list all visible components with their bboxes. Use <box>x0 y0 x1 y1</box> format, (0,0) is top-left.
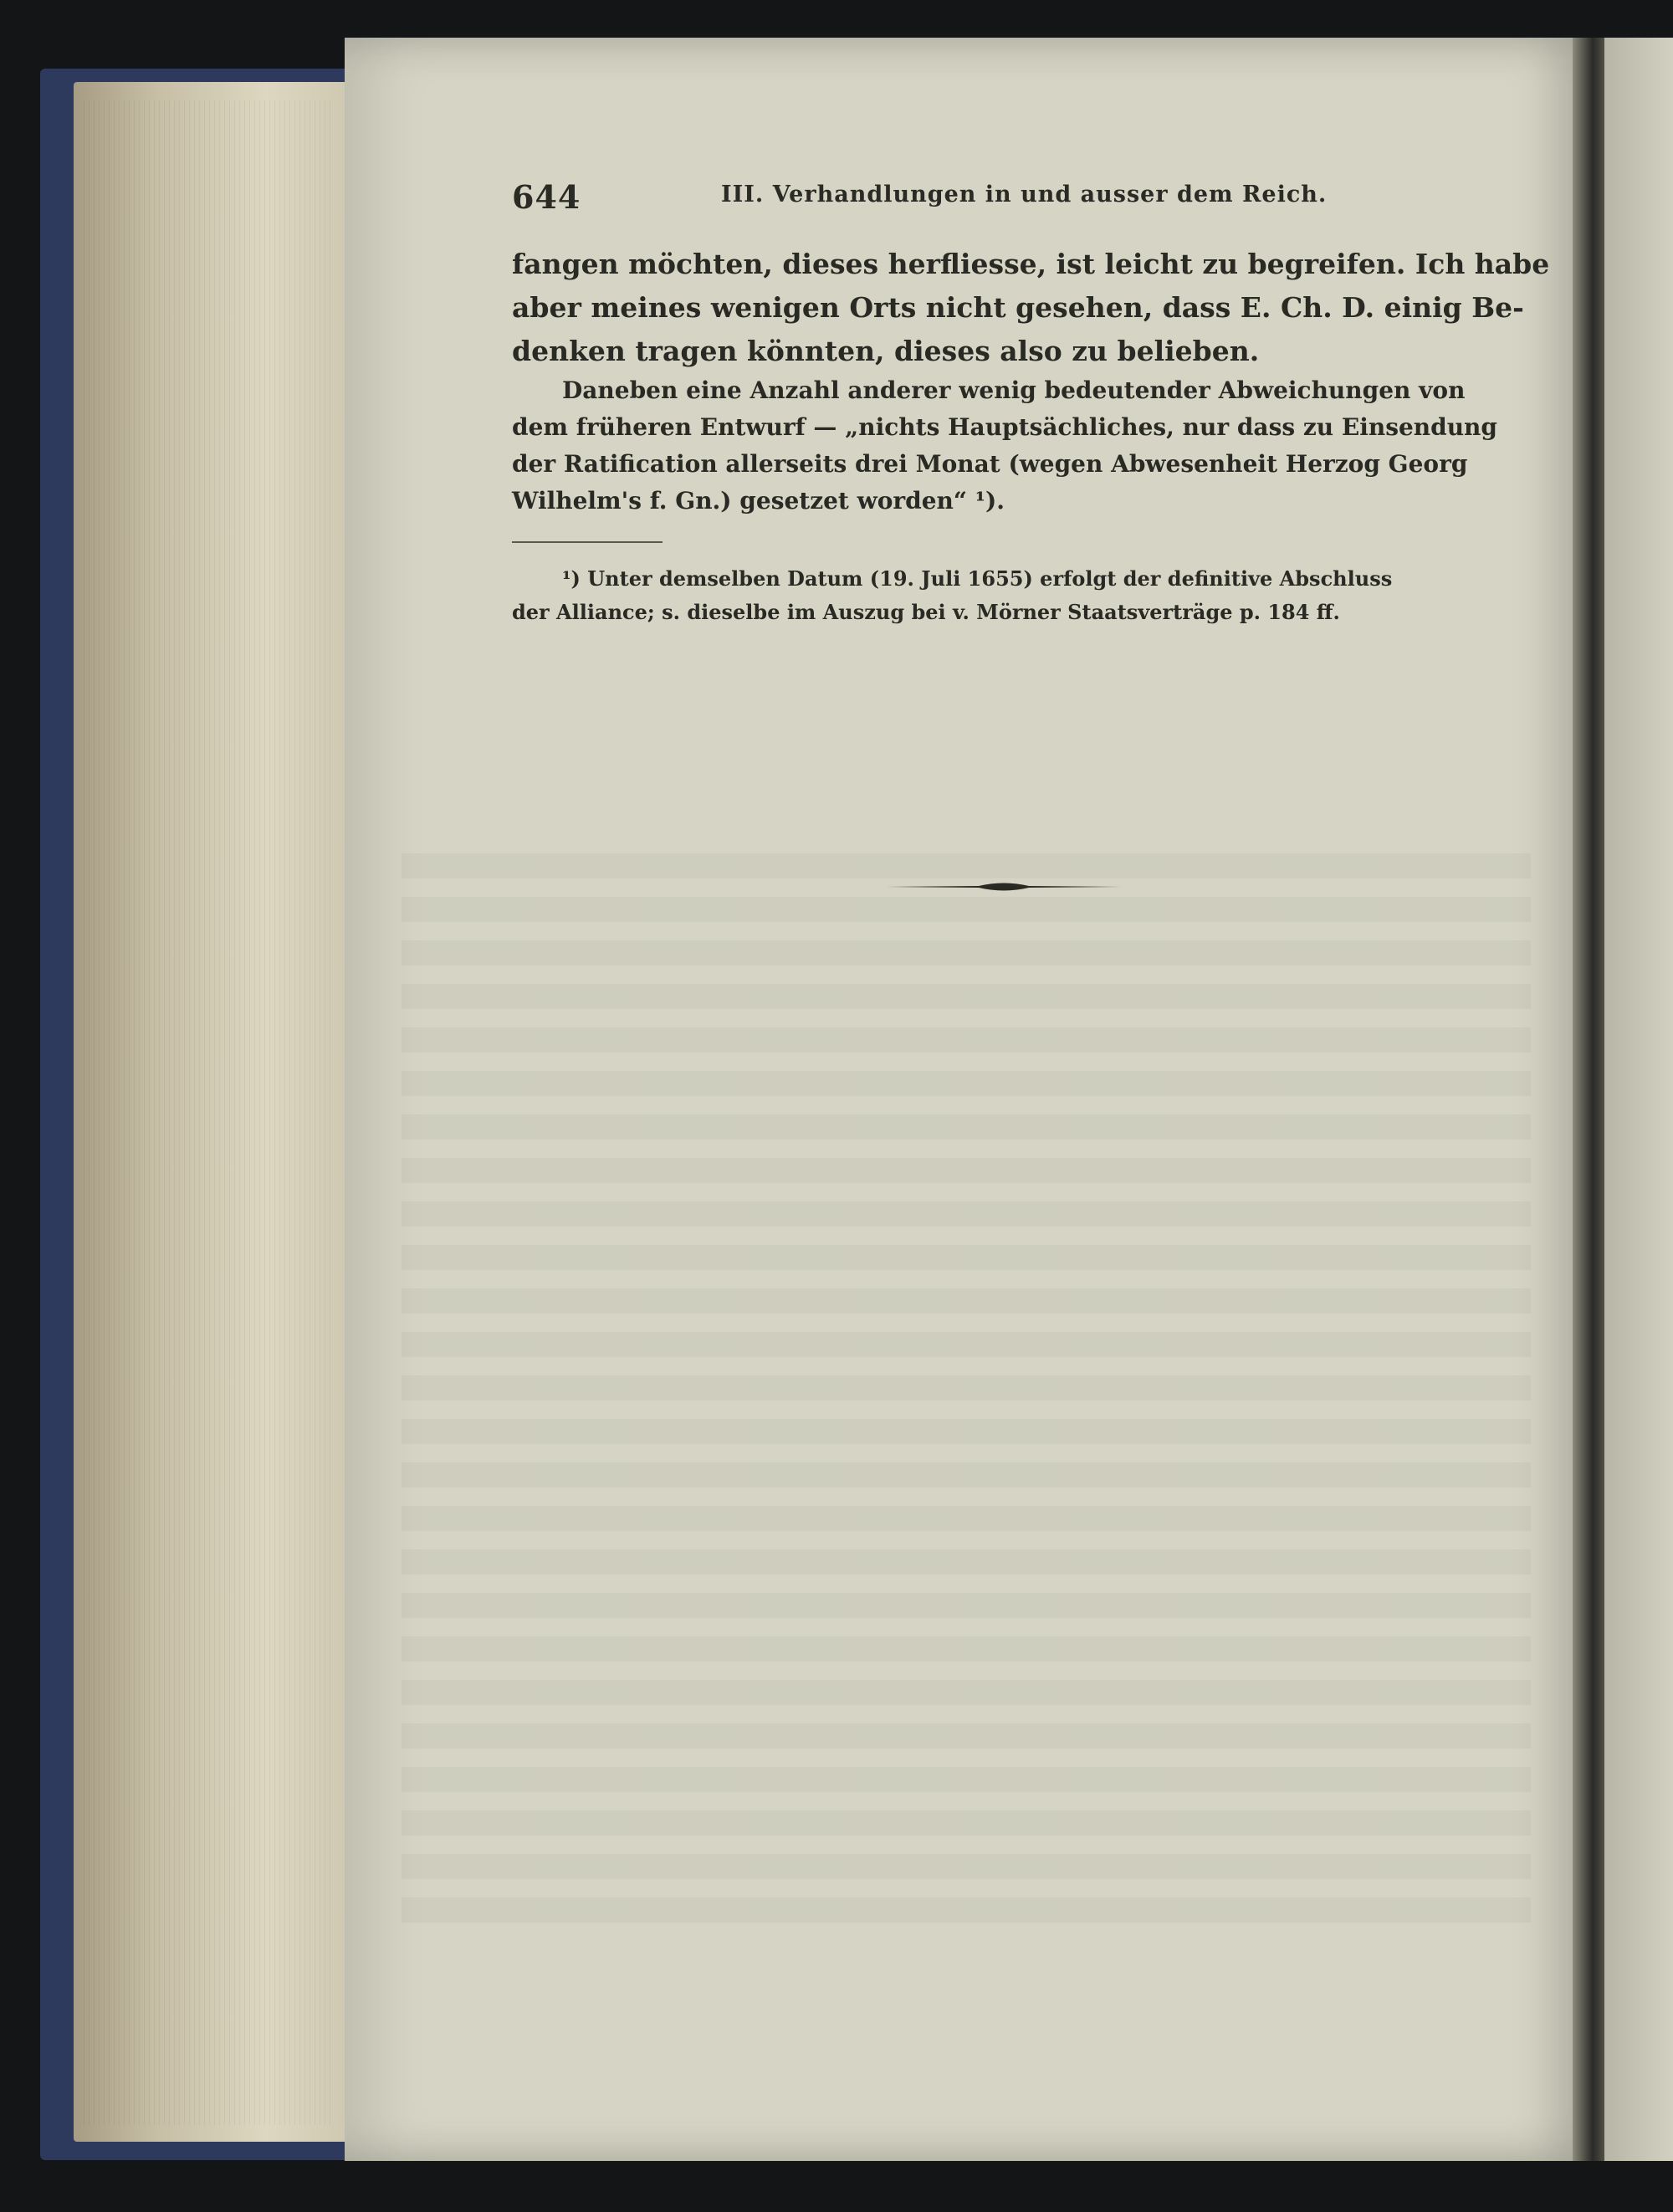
text-line: Daneben eine Anzahl anderer wenig bedeutender Abweichungen von <box>562 376 1466 404</box>
text-line: denken tragen könnten, dieses also zu belieben. <box>512 335 1260 367</box>
text-line: dem früheren Entwurf — „nichts Hauptsächliches, nur dass zu Einsendung <box>512 413 1497 441</box>
text-line: aber meines wenigen Orts nicht gesehen, dass E. Ch. D. einig Be- <box>512 291 1524 324</box>
section-divider-ornament <box>887 877 1121 897</box>
footnote-line: ¹) Unter demselben Datum (19. Juli 1655) erfolgt der definitive Abschluss <box>562 566 1393 591</box>
running-head <box>512 172 1516 222</box>
show-through-texture <box>402 853 1531 1941</box>
book-gutter <box>1573 38 1606 2161</box>
text-line: fangen möchten, dieses herfliesse, ist leicht zu begreifen. Ich habe <box>512 248 1550 280</box>
footnote-separator <box>512 541 663 543</box>
text-line: Wilhelm's f. Gn.) gesetzet worden“ ¹). <box>512 487 1005 515</box>
body-paragraph-1 <box>512 243 1550 373</box>
body-paragraph-2 <box>512 372 1512 520</box>
page-number: 644 <box>512 178 581 216</box>
footnote-line: der Alliance; s. dieselbe im Auszug bei v. Mörner Staatsverträge p. 184 ff. <box>512 600 1340 624</box>
text-line: der Ratification allerseits drei Monat (wegen Abwesenheit Herzog Georg <box>512 450 1468 478</box>
facing-page-edge <box>1604 38 1673 2161</box>
footnote <box>512 562 1516 629</box>
chapter-title: III. Verhandlungen in und ausser dem Reich. <box>721 182 1328 207</box>
page-edge-texture <box>84 100 335 2125</box>
